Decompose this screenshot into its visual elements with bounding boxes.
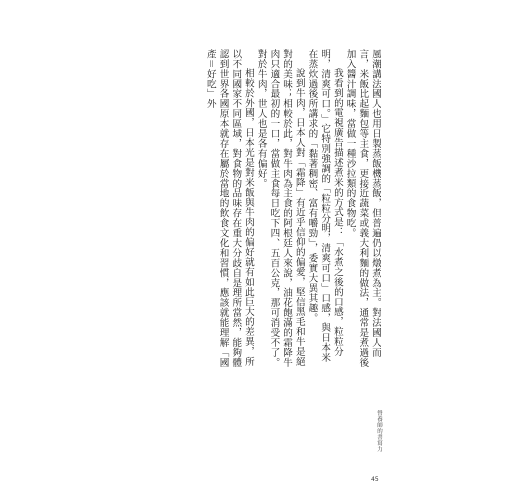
paragraph-4: 相較於外國，日本光是對米飯與牛肉的偏好就有如此巨大的差異，所以不同國家不同區域，對食物的品味存在重大分歧自是理所當然，能夠體認到世界各國原本就存在屬於當地的飲食文化和習慣，應該就能理解「國產＝好吃」外 xyxy=(204,49,254,368)
body-text xyxy=(152,49,381,368)
running-title: 營養師的書寫力 xyxy=(376,410,382,452)
paragraph-1: 風潮講法國人也用日製蒸飯機蒸飯，但普遍仍以燉煮為主。對法國人而言，米飯比起麵包等主食，更接近蔬菜或義大利麵的做法，通常是煮過後加入醬汁調味，當做一種沙拉類的食物吃。 xyxy=(344,49,381,368)
paragraph-3: 說到牛肉，日本人對「霜降」有近乎信仰的偏愛，堅信黑毛和牛是絕對的美味；相較於此，對牛肉為主食的阿根廷人來說，油花飽滿的霜降牛肉只適合最初的一口，當做主食每日吃下四、五百公克，那可消受不了。對於牛肉，世人也是各有偏好。 xyxy=(255,49,305,368)
page-number: 45 xyxy=(371,476,379,483)
paragraph-2: 我看到的電視廣告描述煮米的方式是：「水煮之後的口感，粒粒分明，清爽可口。」它特別強調的「粒粒分明，清爽可口」口感，與日本米在蒸炊過後所講求的「黏著稠密、富有嚼勁」，委實大異其趣。 xyxy=(306,49,343,363)
